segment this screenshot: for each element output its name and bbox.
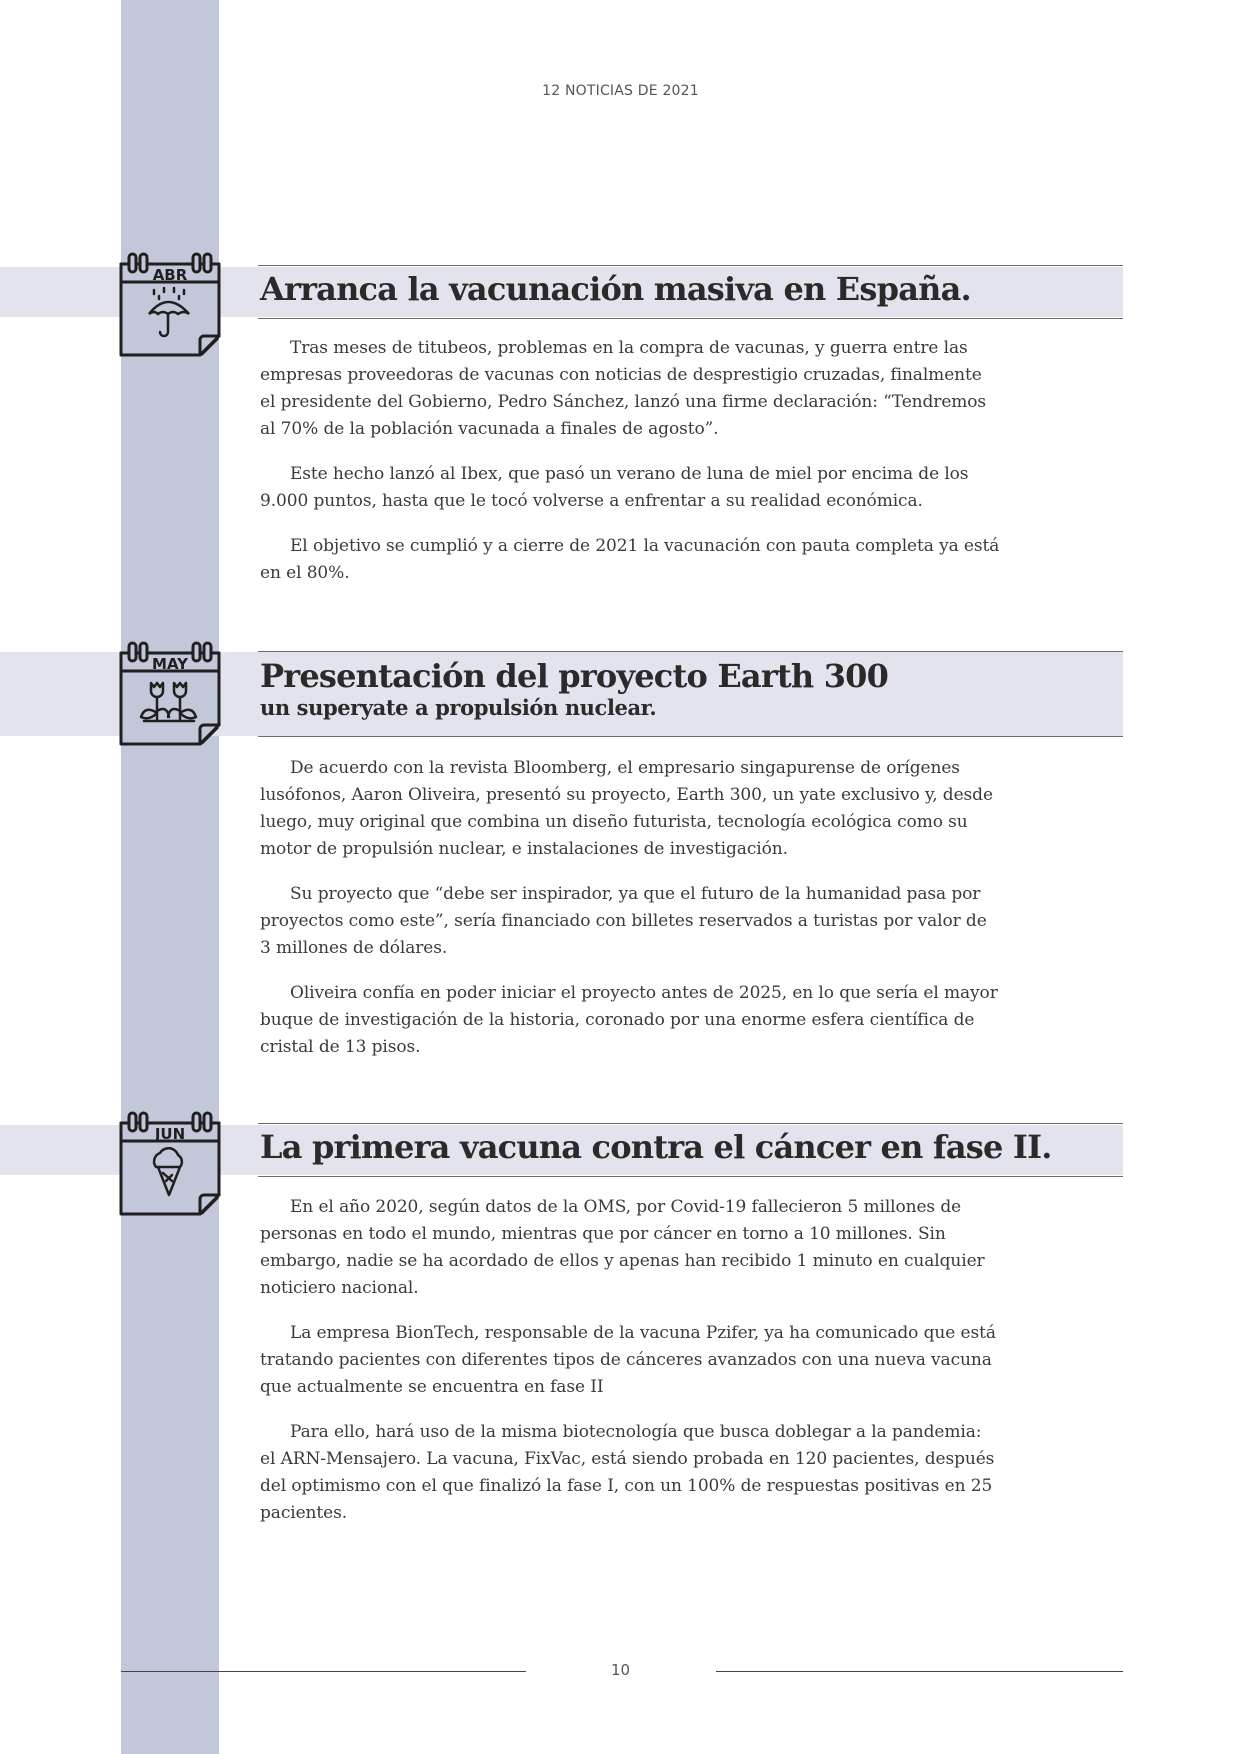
calendar-icon-abr <box>118 252 222 360</box>
paragraph: Tras meses de titubeos, problemas en la compra de vacunas, y guerra entre las empresas proveedoras de vacunas con noticias de desprestigio cruzadas, finalmente el presidente del Gobierno, Pedro Sánchez, lanzó una firme declaración: “Tendremos al 70% de la población vacunada a finales de agosto”. <box>260 338 987 439</box>
running-head: 12 NOTICIAS DE 2021 <box>542 83 699 99</box>
page-number: 10 <box>610 1661 631 1679</box>
section-title: La primera vacuna contra el cáncer en fase II. <box>260 1128 1052 1166</box>
paragraph: Este hecho lanzó al Ibex, que pasó un verano de luna de miel por encima de los 9.000 puntos, hasta que le tocó volverse a enfrentar a su realidad económica. <box>260 464 969 511</box>
paragraph: De acuerdo con la revista Bloomberg, el empresario singapurense de orígenes lusófonos, Aaron Oliveira, presentó su proyecto, Earth 300, un yate exclusivo y, desde luego, muy original que combina un diseño futurista, tecnología ecológica como su motor de propulsión nuclear, e instalaciones de investigación. <box>260 758 993 859</box>
section-heading-jun <box>258 1123 1123 1177</box>
paragraph: La empresa BionTech, responsable de la vacuna Pzifer, ya ha comunicado que está tratando pacientes con diferentes tipos de cánceres avanzados con una nueva vacuna que actualmente se encuentra en fase II <box>260 1323 996 1397</box>
paragraph: En el año 2020, según datos de la OMS, por Covid-19 fallecieron 5 millones de personas en todo el mundo, mientras que por cáncer en torno a 10 millones. Sin embargo, nadie se ha acordado de ellos y apenas han recibido 1 minuto en cualquier noticiero nacional. <box>260 1197 985 1298</box>
section-heading-may <box>258 651 1123 737</box>
calendar-icon-jun <box>118 1111 222 1219</box>
paragraph: Su proyecto que “debe ser inspirador, ya que el futuro de la humanidad pasa por proyectos como este”, sería financiado con billetes reservados a turistas por valor de 3 millones de dólares. <box>260 884 987 958</box>
paragraph: Para ello, hará uso de la misma biotecnología que busca doblegar a la pandemia: el ARN-Mensajero. La vacuna, FixVac, está siendo probada en 120 pacientes, después del optimismo con el que finalizó la fase I, con un 100% de respuestas positivas en 25 pacientes. <box>260 1422 995 1523</box>
section-heading-abr <box>258 265 1123 319</box>
calendar-month-label: ABR <box>152 266 188 284</box>
calendar-month-label: MAY <box>152 655 188 673</box>
section-subtitle: un superyate a propulsión nuclear. <box>260 694 657 720</box>
section-body-jun <box>260 1194 1000 1545</box>
paragraph: Oliveira confía en poder iniciar el proyecto antes de 2025, en lo que sería el mayor buque de investigación de la historia, coronado por una enorme esfera científica de cristal de 13 pisos. <box>260 983 998 1057</box>
section-body-abr <box>260 335 1000 605</box>
section-title: Presentación del proyecto Earth 300 <box>260 657 889 695</box>
section-title: Arranca la vacunación masiva en España. <box>260 270 971 308</box>
paragraph: El objetivo se cumplió y a cierre de 2021 la vacunación con pauta completa ya está en el 80%. <box>260 536 1000 583</box>
calendar-icon-may <box>118 641 222 749</box>
calendar-month-label: JUN <box>154 1125 186 1143</box>
section-body-may <box>260 755 1000 1079</box>
